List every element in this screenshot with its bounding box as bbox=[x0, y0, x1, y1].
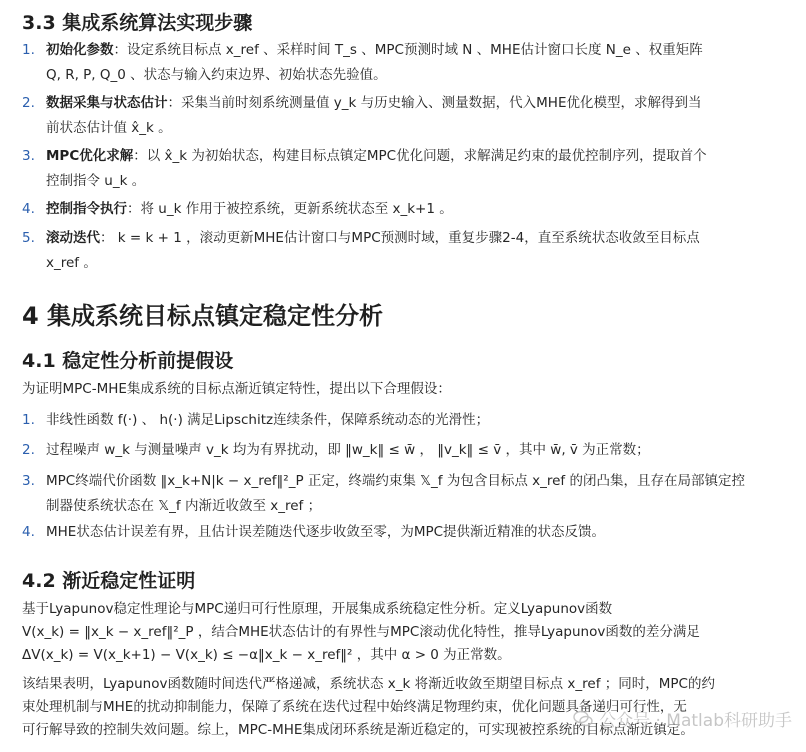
proof-paragraph bbox=[22, 598, 782, 667]
step-text-line: 前状态估计值 x̂_k 。 bbox=[46, 120, 172, 136]
proof-line: 基于Lyapunov稳定性理论与MPC递归可行性原理，开展集成系统稳定性分析。定义Lyapunov函数 bbox=[22, 601, 613, 617]
list-number: 1. bbox=[22, 42, 35, 58]
list-item bbox=[22, 144, 762, 196]
list-number: 1. bbox=[22, 412, 35, 428]
section-4-1-title: 4.1 稳定性分析前提假设 bbox=[22, 350, 234, 372]
list-item bbox=[22, 520, 762, 546]
conclusion-line: 可行解导致的控制失效问题。综上，MPC-MHE集成闭环系统是渐近稳定的，可实现被控系统的目标点渐近镇定。 bbox=[22, 722, 694, 738]
list-item bbox=[22, 91, 762, 143]
list-number: 5. bbox=[22, 230, 35, 246]
proof-line: ΔV(x_k) = V(x_k+1) − V(x_k) ≤ −α‖x_k − x_ref‖² ，其中 α > 0 为正常数。 bbox=[22, 647, 511, 663]
step-title: 初始化参数 bbox=[46, 42, 114, 58]
list-number: 4. bbox=[22, 201, 35, 217]
step-text-line: ： k = k + 1 ，滚动更新MHE估计窗口与MPC预测时域，重复步骤2-4，直至系统状态收敛至目标点 bbox=[100, 230, 700, 246]
step-text-line: x_ref 。 bbox=[46, 255, 97, 271]
list-item bbox=[22, 226, 762, 278]
conclusion-line: 束处理机制与MHE的扰动抑制能力，保障了系统在迭代过程中始终满足物理约束，优化问题具备递归可行性，无 bbox=[22, 699, 687, 715]
step-text-line: Q, R, P, Q_0 、状态与输入约束边界、初始状态先验值。 bbox=[46, 67, 387, 83]
list-number: 2. bbox=[22, 442, 35, 458]
list-number: 4. bbox=[22, 524, 35, 540]
list-item bbox=[22, 197, 762, 223]
list-item bbox=[22, 38, 762, 90]
watermark-text: 公众号 · Matlab科研助手 bbox=[599, 711, 792, 731]
assumption-text: 非线性函数 f(·) 、 h(·) 满足Lipschitz连续条件，保障系统动态的光滑性； bbox=[46, 412, 490, 428]
step-text-line: ：以 x̂_k 为初始状态，构建目标点镇定MPC优化问题，求解满足约束的最优控制序列，提取首个 bbox=[133, 148, 707, 164]
step-text-line: ：将 u_k 作用于被控系统，更新系统状态至 x_k+1 。 bbox=[127, 201, 453, 217]
step-text-line: ：采集当前时刻系统测量值 y_k 与历史输入、测量数据，代入MHE优化模型，求解得到当 bbox=[167, 95, 702, 111]
list-item bbox=[22, 438, 762, 464]
conclusion-line: 该结果表明，Lyapunov函数随时间迭代严格递减，系统状态 x_k 将渐近收敛至期望目标点 x_ref ；同时，MPC的约 bbox=[22, 676, 715, 692]
list-item bbox=[22, 469, 762, 521]
step-text-line: ：设定系统目标点 x_ref 、采样时间 T_s 、MPC预测时域 N 、MHE估计窗口长度 N_e 、权重矩阵 bbox=[113, 42, 703, 58]
section-3-3-title: 3.3 集成系统算法实现步骤 bbox=[22, 12, 253, 34]
proof-line: V(x_k) = ‖x_k − x_ref‖²_P ，结合MHE状态估计的有界性与MPC滚动优化特性，推导Lyapunov函数的差分满足 bbox=[22, 624, 700, 640]
section-4-2-title: 4.2 渐近稳定性证明 bbox=[22, 570, 196, 592]
assumption-text: MHE状态估计误差有界，且估计误差随迭代逐步收敛至零，为MPC提供渐近精准的状态反馈。 bbox=[46, 524, 606, 540]
step-text-line: 控制指令 u_k 。 bbox=[46, 173, 146, 189]
wechat-icon bbox=[573, 710, 593, 728]
list-item bbox=[22, 408, 762, 434]
assumption-text: 过程噪声 w_k 与测量噪声 v_k 均为有界扰动，即 ‖w_k‖ ≤ w̄ ， ‖v_k‖ ≤ v̄ ，其中 w̄, v̄ 为正常数； bbox=[46, 442, 650, 458]
step-title: 数据采集与状态估计 bbox=[46, 95, 168, 111]
step-title: MPC优化求解 bbox=[46, 148, 134, 164]
list-number: 3. bbox=[22, 148, 35, 164]
section-intro: 为证明MPC-MHE集成系统的目标点渐近镇定特性，提出以下合理假设： bbox=[22, 381, 451, 397]
step-title: 滚动迭代 bbox=[46, 230, 100, 246]
chapter-4-title: 4 集成系统目标点镇定稳定性分析 bbox=[22, 302, 384, 330]
list-number: 3. bbox=[22, 473, 35, 489]
step-title: 控制指令执行 bbox=[46, 201, 127, 217]
list-number: 2. bbox=[22, 95, 35, 111]
assumption-text: MPC终端代价函数 ‖x_k+N|k − x_ref‖²_P 正定，终端约束集 𝕏_f 为包含目标点 x_ref 的闭凸集，且存在局部镇定控 bbox=[46, 473, 745, 489]
assumption-text: 制器使系统状态在 𝕏_f 内渐近收敛至 x_ref ； bbox=[46, 498, 322, 514]
watermark bbox=[573, 706, 792, 731]
